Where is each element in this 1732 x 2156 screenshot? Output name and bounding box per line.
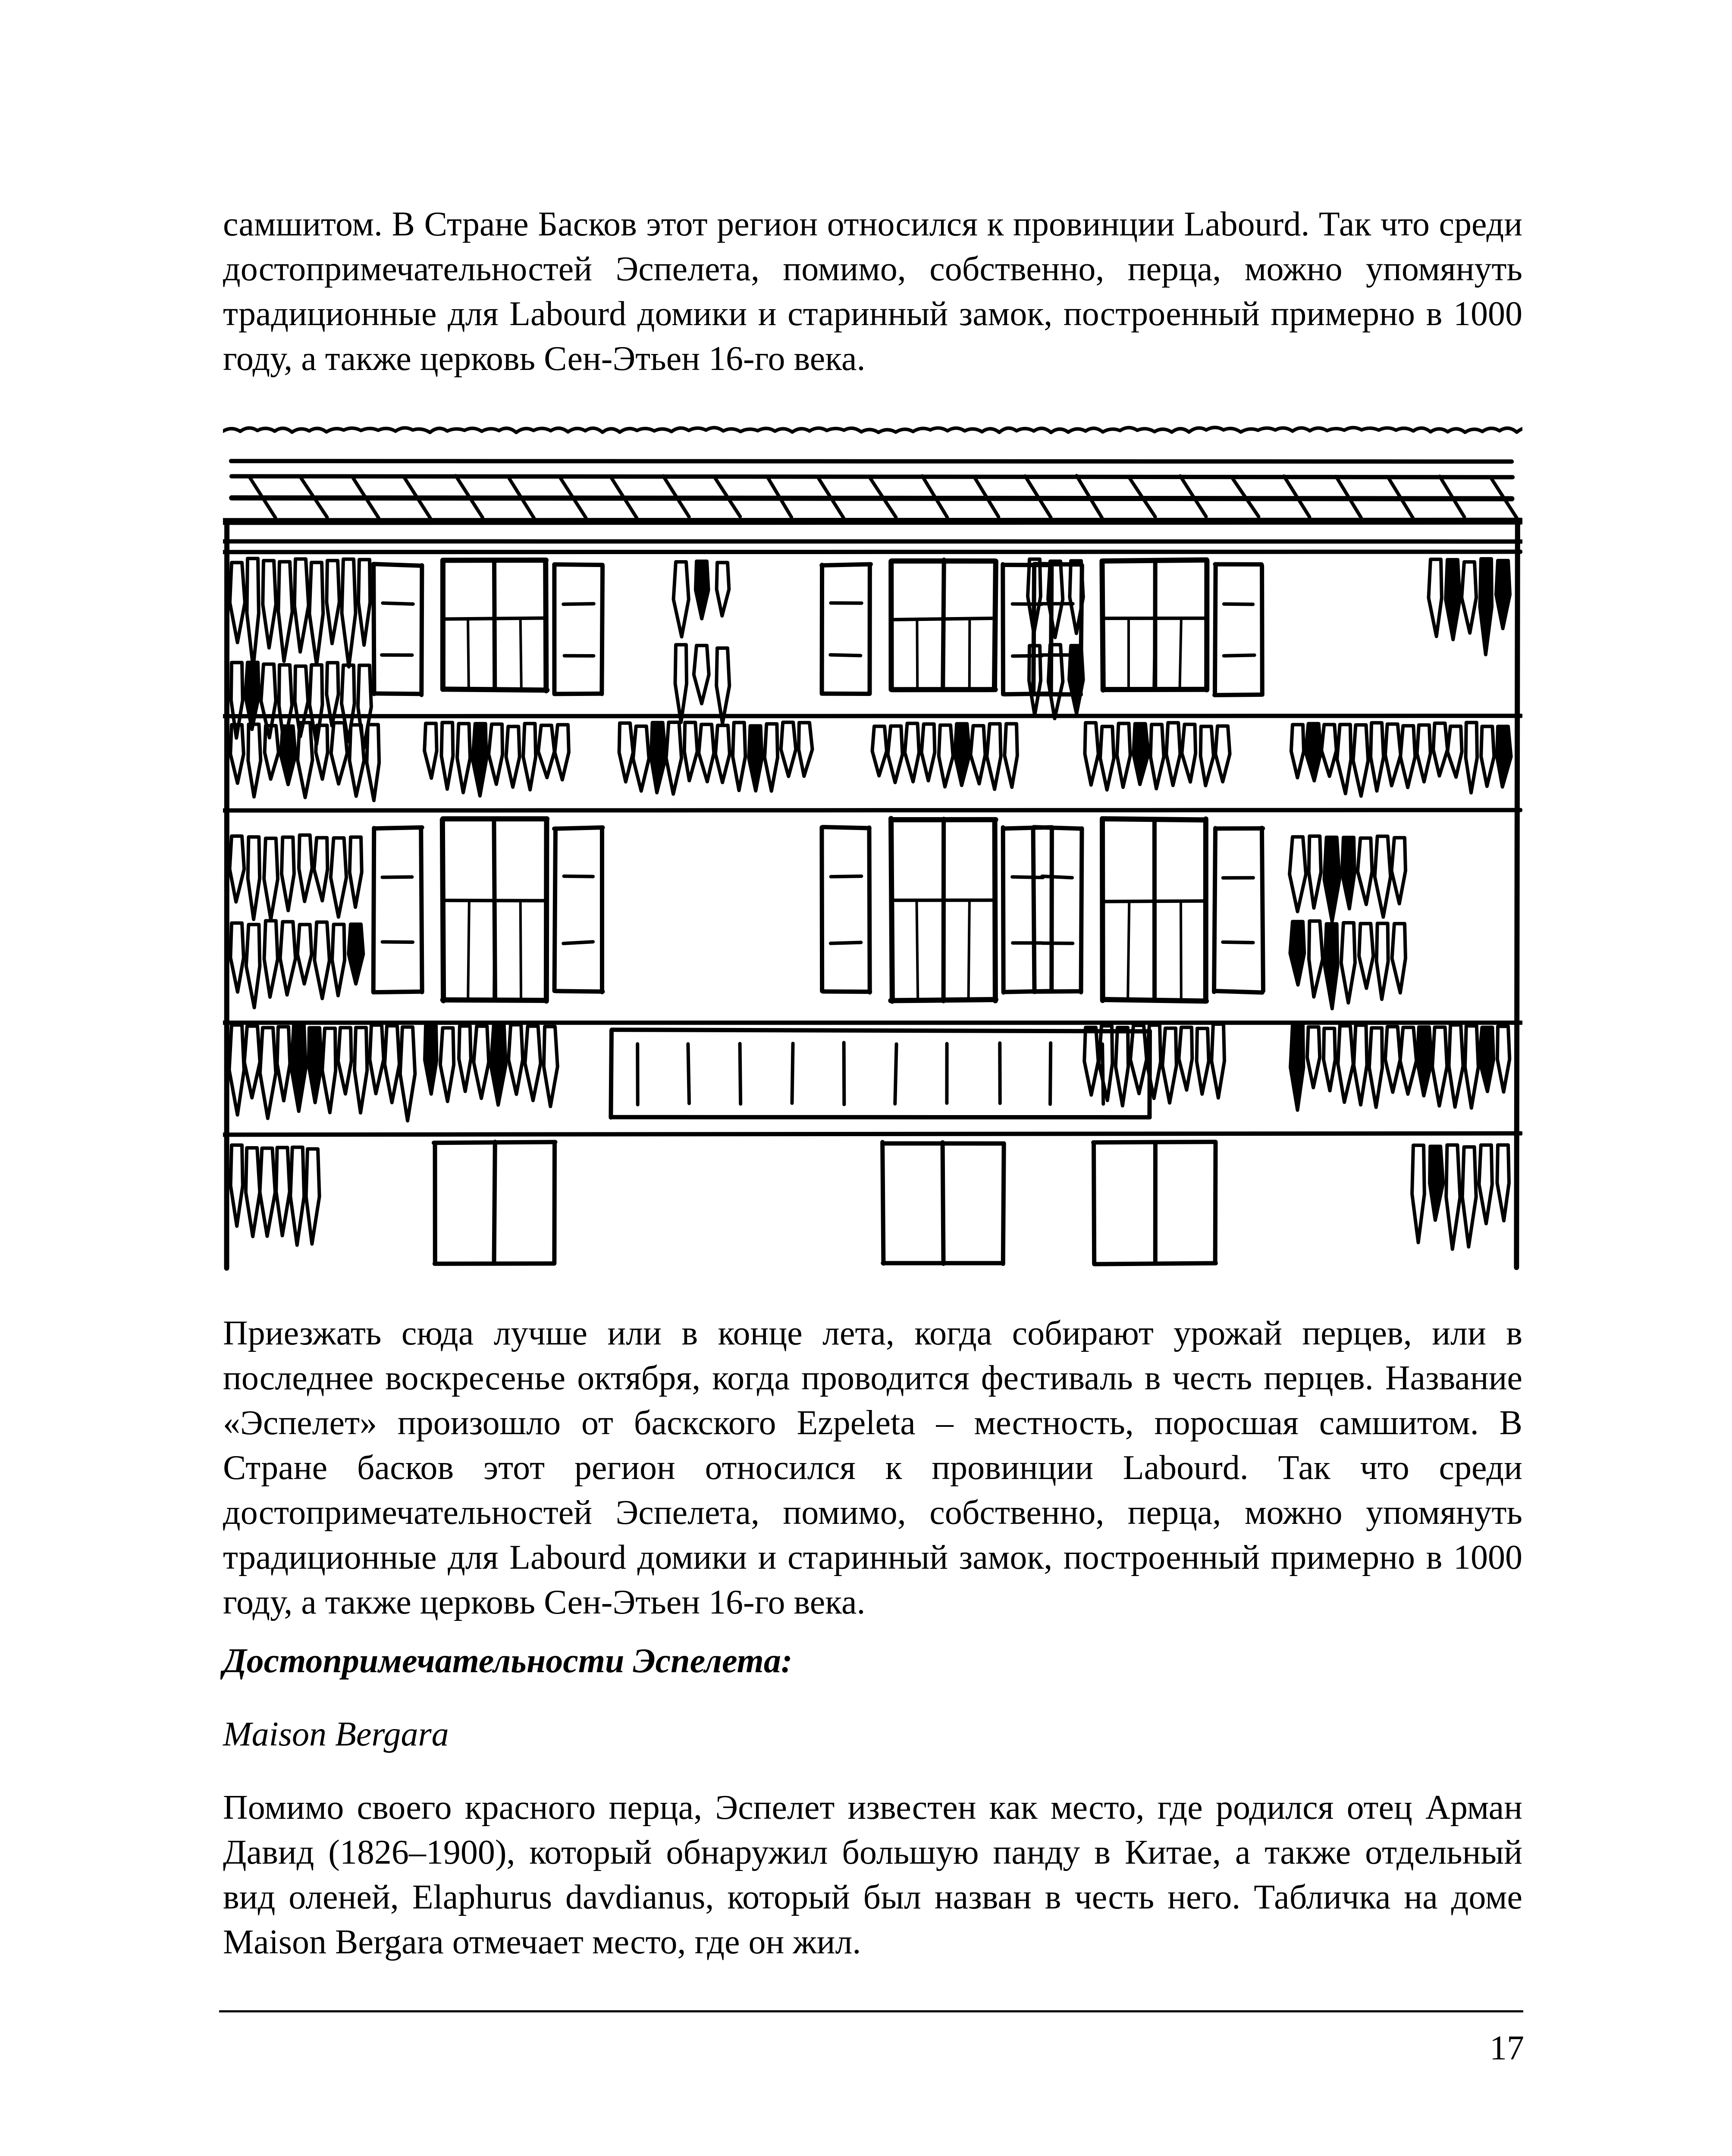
- subsection-heading: Maison Bergara: [223, 1715, 449, 1753]
- shutter-left-upper-0: [373, 564, 422, 566]
- pepper-bunch-9: [230, 921, 363, 1007]
- pepper-bunch-14: [1084, 1024, 1224, 1106]
- pepper-bunch-0: [230, 558, 370, 667]
- shutter-right-middle-0: [554, 827, 602, 829]
- floor-line-2: [223, 810, 1520, 811]
- section-heading: Достопримечательности Эспелета:: [223, 1642, 793, 1680]
- pepper-bunch-13: [425, 1025, 558, 1106]
- pepper-bunch-16: [231, 1145, 320, 1245]
- paragraph-top: самшитом. В Стране Басков этот регион относился к провинции Labourd. Так что среди достопримечательностей Эспелета, помимо, собственно, перца, можно упомянуть традиционные для Labourd домики и старинный замок, построенный примерно в 1000 году, а также церковь Сен-Этьен 16-го века.: [223, 205, 1523, 378]
- pepper-bunch-2: [230, 723, 379, 801]
- pepper-bunch-7: [1291, 723, 1511, 796]
- shutter-left-middle-2: [1034, 827, 1081, 828]
- page-number: 17: [1490, 2029, 1524, 2067]
- pepper-bunch-18: [674, 561, 729, 637]
- paragraph-main: Приезжать сюда лучше или в конце лета, когда собирают урожай перцев, или в последнее воскресенье октября, когда проводится фестиваль в честь перцев. Название «Эспелет» произошло от баскского Ezpeleta – местность, поросшая самшитом. В Стране басков этот регион относился к провинции Labourd. Так что среди достопримечательностей Эспелета, помимо, собственно, перца, можно упомянуть традиционные для Labourd домики и старинный замок, построенный примерно в 1000 году, а также церковь Сен-Этьен 16-го века.: [223, 1314, 1522, 1621]
- shutter-left-upper-1: [822, 564, 871, 565]
- pepper-bunch-19: [675, 645, 730, 724]
- pepper-bunch-8: [229, 835, 361, 920]
- pepper-bunch-4: [619, 722, 813, 794]
- pepper-bunch-15: [1290, 1025, 1509, 1110]
- pepper-bunch-12: [229, 1025, 415, 1121]
- footer-rule: [219, 2010, 1523, 2012]
- pepper-bunch-10: [1290, 836, 1406, 921]
- paragraph-bergara: Помимо своего красного перца, Эспелет известен как место, где родился отец Арман Давид (1826–1900), который обнаружил большую панду в Китае, а также отдельный вид оленей, Elaphurus davdianus, который был назван в честь него. Табличка на доме Maison Bergara отмечает место, где он жил.: [223, 1789, 1522, 1961]
- shutter-left-middle-1: [823, 827, 869, 828]
- pepper-bunch-5: [872, 724, 1017, 790]
- shutter-left-middle-0: [375, 827, 422, 828]
- pepper-bunch-6: [1085, 723, 1230, 790]
- cornice: [223, 521, 1521, 522]
- facade-right-edge: [1516, 522, 1518, 1267]
- pepper-bunch-17: [1412, 1145, 1509, 1249]
- pepper-bunch-22: [1428, 559, 1510, 655]
- shutter-right-upper-0: [554, 564, 602, 565]
- pepper-bunch-3: [424, 723, 569, 796]
- facade-illustration: [223, 423, 1522, 1272]
- pepper-bunch-11: [1290, 921, 1406, 1009]
- floor-line-4: [223, 1133, 1521, 1134]
- balcony-banner: [612, 1030, 1149, 1031]
- roof-tiles: [223, 427, 1522, 432]
